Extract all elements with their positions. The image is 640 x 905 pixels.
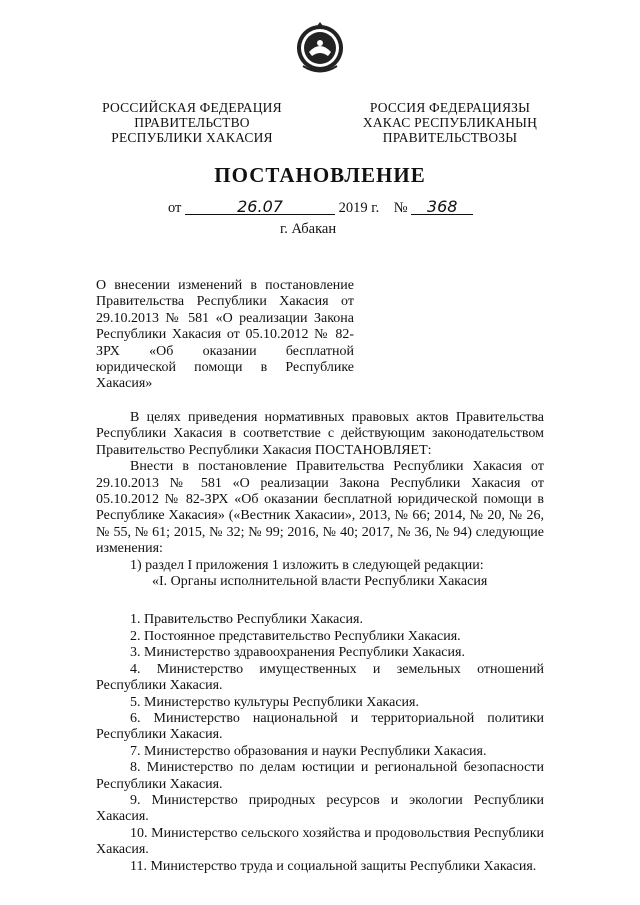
year-label: 2019 г. [338,200,380,216]
document-body [96,410,544,875]
header-right-line: ПРАВИТЕЛЬСТВОЗЫ [382,130,518,145]
list-item: 4. Министерство имущественных и земельных отношений Республики Хакасия. [96,661,544,694]
list-item: 3. Министерство здравоохранения Республики Хакасия. [130,645,465,661]
coat-of-arms-icon [295,22,345,77]
list-item: 7. Министерство образования и науки Республики Хакасия. [130,743,487,759]
header-right [350,100,550,145]
header-left-line: РОССИЙСКАЯ ФЕДЕРАЦИЯ [102,100,282,115]
header-left [92,100,292,145]
amend-intro-paragraph: Внести в постановление Правительства Республики Хакасия от 29.10.2013 № 581 «О реализации Закона Республики Хакасия от 05.10.2012 № 82-ЗРХ «Об оказании бесплатной юридической помощи в Республике Хакасия» («Вестник Хакасии», 2013, № 66; 2014, № 20, № 26, № 55, № 61; 2015, № 32; № 99; 2016, № 40; 2017, № 36, № 94) следующие изменения: [96,459,544,557]
item-1-paragraph: 1) раздел I приложения 1 изложить в следующей редакции: [130,557,484,573]
preamble-paragraph: В целях приведения нормативных правовых актов Правительства Республики Хакасия в соответствие с действующим законодательством Правительство Республики Хакасия ПОСТАНОВЛЯЕТ: [96,410,544,458]
document-title: ПОСТАНОВЛЕНИЕ [214,163,426,187]
list-item: 6. Министерство национальной и территориальной политики Республики Хакасия. [96,710,544,743]
header-left-line: РЕСПУБЛИКИ ХАКАСИЯ [111,130,273,145]
list-item: 8. Министерство по делам юстиции и региональной безопасности Республики Хакасия. [96,760,544,792]
date-number-line [168,197,473,217]
list-item: 5. Министерство культуры Республики Хакасия. [130,694,419,710]
date-value: 26.07 [185,200,335,215]
city-label: г. Абакан [280,221,337,237]
date-prefix: от [168,200,182,216]
list-item: 1. Правительство Республики Хакасия. [130,612,363,628]
section-title: «I. Органы исполнительной власти Республики Хакасия [152,574,488,590]
list-item: 10. Министерство сельского хозяйства и продовольствия Республики Хакасия. [96,825,544,858]
header-left-line: ПРАВИТЕЛЬСТВО [134,115,250,130]
document-subject: О внесении изменений в постановление Правительства Республики Хакасия от 29.10.2013 № 581 «О реализации Закона Республики Хакасия от 05.10.2012 № 82-ЗРХ «Об оказании бесплатной юридической помощи в Республике Хакасия» [96,278,354,392]
number-value: 368 [411,200,473,215]
number-prefix: № [393,200,408,216]
list-item: 2. Постоянное представительство Республики Хакасия. [130,628,461,644]
header-right-line: ХАКАС РЕСПУБЛИКАНЫҢ [362,115,538,130]
list-item: 9. Министерство природных ресурсов и экологии Республики Хакасия. [96,792,544,825]
list-item: 11. Министерство труда и социальной защиты Республики Хакасия. [130,858,537,874]
header-right-line: РОССИЯ ФЕДЕРАЦИЯЗЫ [369,100,531,115]
